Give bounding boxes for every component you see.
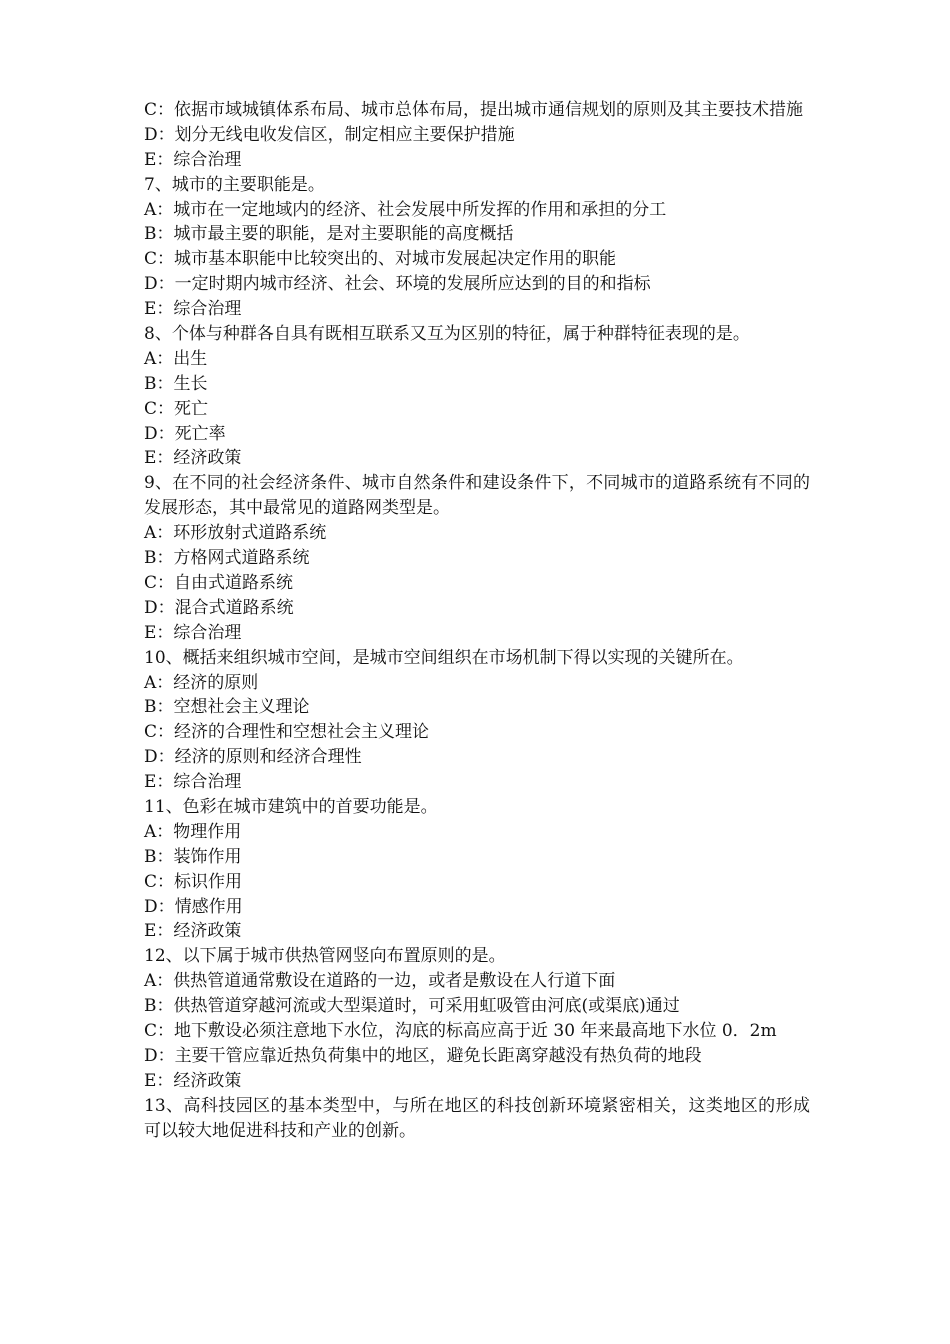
text-line: E：综合治理 [144, 299, 242, 320]
text-line: D：划分无线电收发信区，制定相应主要保护措施 [144, 124, 515, 145]
text-line: E：综合治理 [144, 772, 242, 793]
text-line: C：地下敷设必须注意地下水位，沟底的标高应高于近 30 年来最高地下水位 0．2m [144, 1021, 777, 1041]
text-line: B：方格网式道路系统 [144, 548, 310, 569]
text-line: A：经济的原则 [144, 672, 259, 693]
text-line: C：标识作用 [144, 871, 243, 892]
text-line: C：死亡 [144, 398, 209, 419]
text-line: E：综合治理 [144, 149, 242, 170]
text-line: A：城市在一定地域内的经济、社会发展中所发挥的作用和承担的分工 [144, 199, 667, 220]
text-line: A：供热管道通常敷设在道路的一边，或者是敷设在人行道下面 [144, 971, 616, 992]
text-line: 12、以下属于城市供热管网竖向布置原则的是。 [144, 946, 506, 967]
text-line: B：空想社会主义理论 [144, 697, 310, 718]
text-line: C：自由式道路系统 [144, 572, 294, 593]
text-line: A：物理作用 [144, 821, 242, 842]
text-line: 11、色彩在城市建筑中的首要功能是。 [144, 796, 438, 817]
text-line: A：环形放射式道路系统 [144, 523, 327, 544]
text-line: 13、高科技园区的基本类型中，与所在地区的科技创新环境紧密相关，这类地区的形成可以较大地促进科技和产业的创新。 [144, 1095, 810, 1141]
text-line: B：生长 [144, 373, 208, 394]
text-line: D：主要干管应靠近热负荷集中的地区，避免长距离穿越没有热负荷的地段 [144, 1045, 702, 1066]
text-line: D：死亡率 [144, 423, 226, 444]
text-line: E：经济政策 [144, 921, 242, 942]
text-line: 10、概括来组织城市空间，是城市空间组织在市场机制下得以实现的关键所在。 [144, 647, 744, 668]
text-line: B：城市最主要的职能，是对主要职能的高度概括 [144, 224, 514, 245]
text-line: E：综合治理 [144, 622, 242, 643]
text-line: C：经济的合理性和空想社会主义理论 [144, 722, 430, 743]
text-line: C：城市基本职能中比较突出的、对城市发展起决定作用的职能 [144, 249, 617, 270]
text-line: A：出生 [144, 348, 208, 369]
text-line: 9、在不同的社会经济条件、城市自然条件和建设条件下，不同城市的道路系统有不同的发展形态，其中最常见的道路网类型是。 [144, 473, 810, 519]
text-line: 7、城市的主要职能是。 [144, 174, 325, 195]
text-line: E：经济政策 [144, 1070, 242, 1091]
text-line: B：装饰作用 [144, 846, 242, 867]
text-line: D：混合式道路系统 [144, 597, 294, 618]
text-line: E：经济政策 [144, 448, 242, 469]
text-line: 8、个体与种群各自具有既相互联系又互为区别的特征，属于种群特征表现的是。 [144, 324, 750, 345]
text-line: D：一定时期内城市经济、社会、环境的发展所应达到的目的和指标 [144, 274, 651, 295]
text-line: B：供热管道穿越河流或大型渠道时，可采用虹吸管由河底(或渠底)通过 [144, 996, 680, 1017]
text-line: C：依据市域城镇体系布局、城市总体布局，提出城市通信规划的原则及其主要技术措施 [144, 100, 804, 120]
text-line: D：经济的原则和经济合理性 [144, 747, 362, 768]
document-body [144, 98, 810, 1144]
text-line: D：情感作用 [144, 896, 243, 917]
